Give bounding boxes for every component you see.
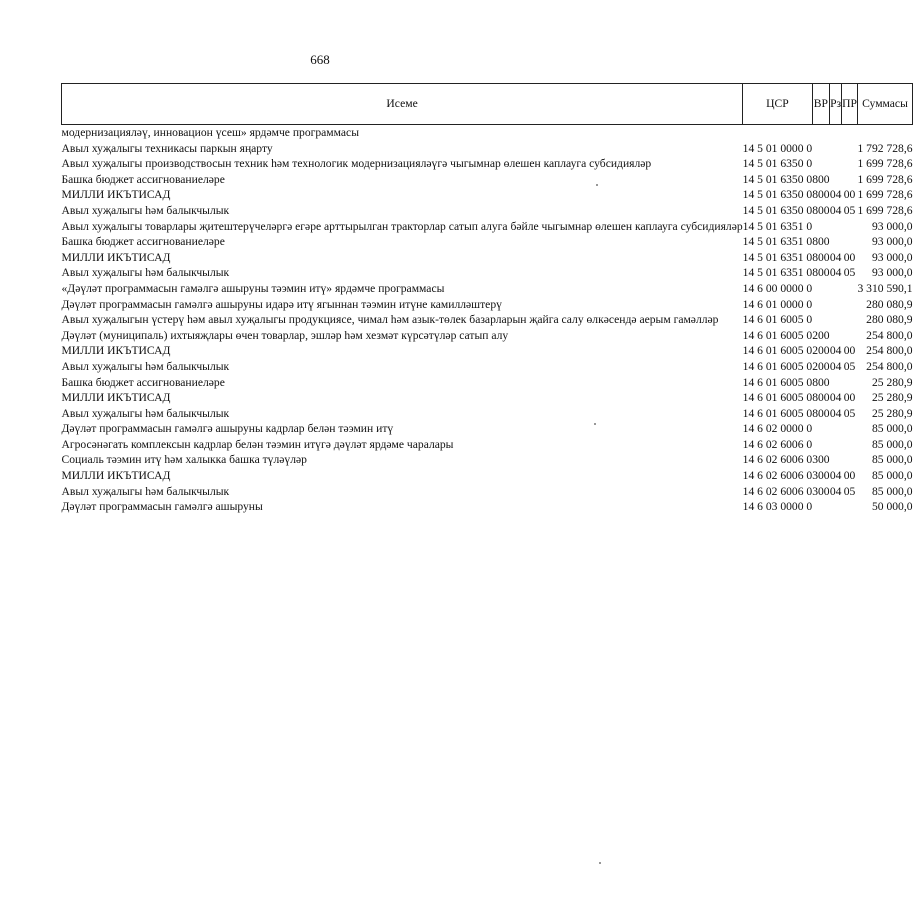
- cell-vr: 800: [812, 375, 830, 389]
- table-body: [62, 125, 913, 515]
- cell-vr: 200: [812, 359, 830, 373]
- cell-sum: 85 000,0: [871, 484, 913, 498]
- table-row: [62, 281, 913, 297]
- cell-csr: 14 5 01 6351 0: [742, 235, 813, 249]
- cell-vr: 200: [812, 328, 830, 342]
- budget-table: [61, 83, 913, 515]
- table-row: [62, 297, 913, 313]
- cell-csr: 14 6 03 0000 0: [742, 500, 813, 514]
- cell-rz: [830, 328, 842, 344]
- cell-csr: 14 6 01 6005 0: [742, 375, 813, 389]
- cell-name: Дәүләт (муниципаль) ихтыяҗлары өчен товарлар, эшләр һәм хезмәт күрсәтүләр сатып алу: [61, 328, 509, 342]
- table-row: [62, 187, 913, 203]
- cell-csr: 14 6 01 6005 0: [742, 359, 813, 373]
- cell-vr: [812, 125, 829, 141]
- cell-vr: [812, 437, 829, 453]
- cell-vr: 800: [812, 203, 830, 217]
- cell-pr: [842, 234, 858, 250]
- cell-csr: [743, 125, 813, 141]
- cell-pr: [842, 141, 858, 157]
- cell-pr: [842, 156, 858, 172]
- cell-name: Дәүләт программасын гамәлгә ашыруны: [61, 500, 263, 514]
- table-row: [62, 375, 913, 391]
- cell-rz: [830, 421, 842, 437]
- cell-vr: 800: [812, 391, 830, 405]
- cell-sum: 1 699 728,6: [857, 188, 913, 202]
- cell-vr: 800: [812, 406, 830, 420]
- cell-sum: 25 280,9: [871, 375, 913, 389]
- cell-pr: 00: [843, 391, 856, 405]
- cell-vr: 300: [812, 453, 830, 467]
- cell-rz: [830, 234, 842, 250]
- cell-sum: 3 310 590,1: [857, 281, 913, 295]
- table-row: [62, 141, 913, 157]
- cell-pr: [842, 297, 858, 313]
- cell-sum: 254 800,0: [866, 344, 913, 358]
- cell-name: Авыл хуҗалыгы һәм балыкчылык: [61, 406, 230, 420]
- cell-pr: [842, 125, 858, 141]
- cell-sum: 93 000,0: [871, 250, 913, 264]
- cell-rz: 04: [829, 188, 842, 202]
- cell-sum: 93 000,0: [871, 235, 913, 249]
- cell-sum: 254 800,0: [866, 328, 913, 342]
- cell-name: Агросәнәгать комплексын кадрлар белән тәэмин итүгә дәүләт ярдәме чаралары: [61, 437, 454, 451]
- cell-pr: 05: [843, 359, 856, 373]
- cell-sum: 1 792 728,6: [857, 141, 913, 155]
- header-vr: ВР: [812, 84, 829, 125]
- cell-rz: [830, 375, 842, 391]
- cell-rz: [830, 312, 842, 328]
- table-row: [62, 406, 913, 422]
- cell-csr: 14 6 02 6006 0: [742, 437, 813, 451]
- table-row: [62, 328, 913, 344]
- cell-pr: [842, 172, 858, 188]
- cell-vr: 800: [812, 266, 830, 280]
- scan-speck: [599, 862, 601, 864]
- cell-name: модернизацияләү, инновацион үсеш» ярдәмче программасы: [61, 126, 359, 139]
- cell-pr: 05: [843, 406, 856, 420]
- cell-rz: [830, 281, 842, 297]
- page-number: 668: [310, 52, 330, 67]
- cell-pr: 05: [843, 203, 856, 217]
- cell-rz: 04: [829, 266, 842, 280]
- cell-sum: 280 080,9: [866, 313, 913, 327]
- header-rz: Рз: [830, 84, 842, 125]
- cell-rz: [830, 297, 842, 313]
- cell-rz: 04: [829, 344, 842, 358]
- cell-name: Социаль тәэмин итү һәм халыкка башка түләүләр: [61, 453, 307, 467]
- cell-name: Авыл хуҗалыгы һәм балыкчылык: [61, 484, 230, 498]
- cell-vr: [812, 312, 829, 328]
- table-row: [62, 312, 913, 328]
- cell-name: МИЛЛИ ИКЪТИСАД: [61, 391, 171, 405]
- cell-rz: [830, 156, 842, 172]
- cell-rz: 04: [829, 359, 842, 373]
- cell-vr: [812, 156, 829, 172]
- cell-csr: 14 6 01 6005 0: [742, 406, 813, 420]
- table-row: [62, 343, 913, 359]
- cell-pr: 05: [843, 484, 856, 498]
- cell-pr: 00: [843, 344, 856, 358]
- cell-csr: 14 5 01 6351 0: [742, 250, 813, 264]
- cell-csr: 14 6 02 6006 0: [742, 484, 813, 498]
- cell-rz: 04: [829, 203, 842, 217]
- cell-sum: 1 699 728,6: [857, 203, 913, 217]
- cell-name: МИЛЛИ ИКЪТИСАД: [61, 344, 171, 358]
- cell-name: МИЛЛИ ИКЪТИСАД: [61, 469, 171, 483]
- cell-sum: 25 280,9: [871, 406, 913, 420]
- cell-sum: 85 000,0: [871, 453, 913, 467]
- cell-sum: 254 800,0: [866, 359, 913, 373]
- cell-pr: [842, 499, 858, 515]
- cell-csr: 14 6 01 6005 0: [742, 328, 813, 342]
- cell-name: Авыл хуҗалыгын үстерү һәм авыл хуҗалыгы продукциясе, чимал һәм азык-төлек базарларын җайга салу өлкәсендә аерым гамәлләр: [61, 313, 719, 327]
- cell-csr: 14 5 01 6350 0: [742, 172, 813, 186]
- cell-vr: [812, 281, 829, 297]
- cell-sum: 85 000,0: [871, 469, 913, 483]
- cell-rz: [830, 437, 842, 453]
- cell-sum: 85 000,0: [871, 437, 913, 451]
- cell-pr: [842, 452, 858, 468]
- cell-rz: [830, 499, 842, 515]
- cell-csr: 14 6 02 6006 0: [742, 469, 813, 483]
- cell-name: МИЛЛИ ИКЪТИСАД: [61, 250, 171, 264]
- cell-vr: [812, 141, 829, 157]
- cell-csr: 14 6 01 0000 0: [742, 297, 813, 311]
- cell-name: Авыл хуҗалыгы товарлары җитештерүчеләргә егәре арттырылган тракторлар сатып алуга бәйле чыгымнар өлешен каплауга субсидияләр: [61, 219, 743, 233]
- cell-sum: 1 699 728,6: [857, 172, 913, 186]
- cell-vr: 800: [812, 250, 830, 264]
- cell-sum: [857, 125, 912, 141]
- cell-sum: 85 000,0: [871, 422, 913, 436]
- cell-vr: 200: [812, 344, 830, 358]
- cell-pr: [842, 421, 858, 437]
- cell-sum: 1 699 728,6: [857, 157, 913, 171]
- cell-csr: 14 5 01 6351 0: [742, 219, 813, 233]
- cell-name: Авыл хуҗалыгы һәм балыкчылык: [61, 203, 230, 217]
- table-row: [62, 203, 913, 219]
- table-row: [62, 125, 913, 141]
- cell-sum: 93 000,0: [871, 219, 913, 233]
- table-header: [62, 84, 913, 125]
- cell-csr: 14 6 00 0000 0: [742, 281, 813, 295]
- cell-csr: 14 6 02 0000 0: [742, 422, 813, 436]
- scan-speck: [596, 184, 598, 186]
- table-row: [62, 172, 913, 188]
- cell-pr: [842, 281, 858, 297]
- table-row: [62, 452, 913, 468]
- table-row: [62, 484, 913, 500]
- cell-vr: 800: [812, 172, 830, 186]
- cell-sum: 93 000,0: [871, 266, 913, 280]
- table-row: [62, 250, 913, 266]
- cell-pr: 05: [843, 266, 856, 280]
- cell-vr: [812, 499, 829, 515]
- cell-rz: [830, 452, 842, 468]
- cell-csr: 14 5 01 0000 0: [742, 141, 813, 155]
- cell-name: Авыл хуҗалыгы техникасы паркын яңарту: [61, 141, 273, 155]
- cell-csr: 14 5 01 6351 0: [742, 266, 813, 280]
- cell-pr: 00: [843, 250, 856, 264]
- cell-csr: 14 6 01 6005 0: [742, 391, 813, 405]
- cell-rz: [830, 125, 842, 141]
- cell-csr: 14 5 01 6350 0: [742, 157, 813, 171]
- cell-vr: 300: [812, 469, 830, 483]
- cell-name: Башка бюджет ассигнованиеләре: [61, 172, 225, 186]
- cell-vr: [812, 219, 829, 235]
- cell-name: Авыл хуҗалыгы һәм балыкчылык: [61, 266, 230, 280]
- cell-rz: [830, 172, 842, 188]
- header-csr: ЦСР: [743, 84, 813, 125]
- cell-vr: 800: [812, 188, 830, 202]
- cell-rz: 04: [829, 469, 842, 483]
- cell-rz: 04: [829, 391, 842, 405]
- cell-csr: 14 5 01 6350 0: [742, 188, 813, 202]
- table-row: [62, 219, 913, 235]
- cell-name: «Дәүләт программасын гамәлгә ашыруны тәэмин итү» ярдәмче программасы: [61, 281, 445, 295]
- table-row: [62, 156, 913, 172]
- cell-name: Авыл хуҗалыгы һәм балыкчылык: [61, 359, 230, 373]
- cell-pr: 00: [843, 188, 856, 202]
- table-row: [62, 437, 913, 453]
- cell-name: Авыл хуҗалыгы производствосын техник һәм технологик модернизацияләүгә чыгымнар өлешен каплауга субсидияләр: [61, 157, 652, 171]
- scan-speck: [594, 423, 596, 425]
- table-row: [62, 359, 913, 375]
- cell-vr: [812, 297, 829, 313]
- cell-vr: [812, 421, 829, 437]
- cell-sum: 25 280,9: [871, 391, 913, 405]
- table-row: [62, 265, 913, 281]
- cell-pr: [842, 437, 858, 453]
- header-pr: ПР: [842, 84, 858, 125]
- cell-name: Башка бюджет ассигнованиеләре: [61, 235, 225, 249]
- table-row: [62, 468, 913, 484]
- cell-rz: [830, 219, 842, 235]
- cell-pr: 00: [843, 469, 856, 483]
- cell-name: МИЛЛИ ИКЪТИСАД: [61, 188, 171, 202]
- cell-name: Дәүләт программасын гамәлгә ашыруны идарә итү ягыннан тәэмин итүне камилләштерү: [61, 297, 502, 311]
- cell-sum: 280 080,9: [866, 297, 913, 311]
- table-row: [62, 421, 913, 437]
- cell-vr: 800: [812, 235, 830, 249]
- cell-rz: 04: [829, 250, 842, 264]
- cell-name: Башка бюджет ассигнованиеләре: [61, 375, 225, 389]
- header-sum: Суммасы: [857, 84, 912, 125]
- cell-vr: 300: [812, 484, 830, 498]
- cell-csr: 14 6 01 6005 0: [742, 344, 813, 358]
- cell-csr: 14 5 01 6350 0: [742, 203, 813, 217]
- cell-rz: 04: [829, 484, 842, 498]
- cell-pr: [842, 328, 858, 344]
- cell-pr: [842, 375, 858, 391]
- cell-rz: [830, 141, 842, 157]
- cell-csr: 14 6 02 6006 0: [742, 453, 813, 467]
- header-name: Исеме: [62, 84, 743, 125]
- cell-sum: 50 000,0: [871, 500, 913, 514]
- cell-name: Дәүләт программасын гамәлгә ашыруны кадрлар белән тәэмин итү: [61, 422, 394, 436]
- table-row: [62, 499, 913, 515]
- table-row: [62, 234, 913, 250]
- cell-pr: [842, 312, 858, 328]
- cell-rz: 04: [829, 406, 842, 420]
- table-row: [62, 390, 913, 406]
- cell-pr: [842, 219, 858, 235]
- cell-csr: 14 6 01 6005 0: [742, 313, 813, 327]
